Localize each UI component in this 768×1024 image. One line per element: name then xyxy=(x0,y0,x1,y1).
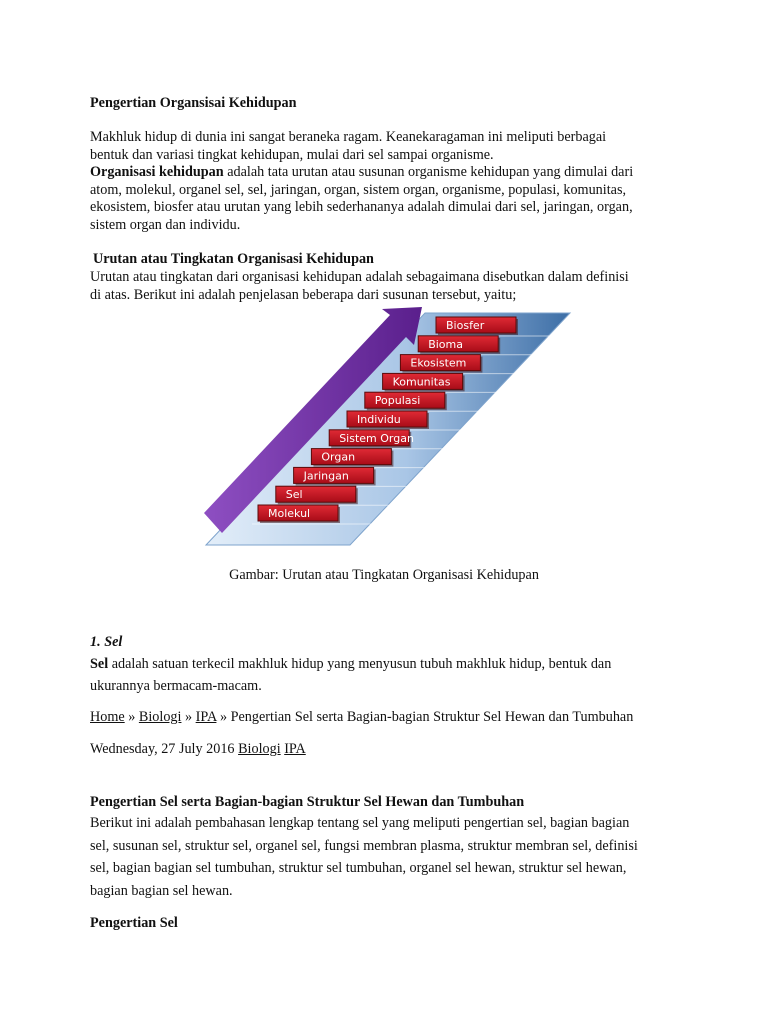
intro-line: bentuk dan variasi tingkat kehidupan, mulai dari sel sampai organisme. xyxy=(90,146,494,163)
section-heading-sel: 1. Sel xyxy=(90,634,123,650)
sel-line: ukurannya bermacam-macam. xyxy=(90,678,262,694)
category-ipa-link[interactable]: IPA xyxy=(284,741,306,757)
sel-text: adalah satuan terkecil makhluk hidup yang menyusun tubuh makhluk hidup, bentuk dan xyxy=(108,656,612,672)
level-label: Bioma xyxy=(428,337,463,351)
level-label: Sel xyxy=(285,488,303,502)
intro-line: Makhluk hidup di dunia ini sangat beraneka ragam. Keanekaragaman ini meliputi berbagai xyxy=(90,129,607,145)
article-line: Berikut ini adalah pembahasan lengkap tentang sel yang meliputi pengertian sel, bagian bagian xyxy=(90,815,630,831)
level-label: Populasi xyxy=(374,394,421,408)
level-label: Jaringan xyxy=(303,469,349,483)
intro-line: sistem organ dan individu. xyxy=(90,216,241,233)
article-line: sel, bagian bagian sel tumbuhan, struktur sel tumbuhan, organel sel hewan, struktur sel hewan, xyxy=(90,860,627,876)
organization-levels-diagram xyxy=(200,305,580,553)
level-label: Sistem Organ xyxy=(339,431,414,445)
urutan-paragraph xyxy=(90,269,680,304)
level-label: Molekul xyxy=(268,507,311,520)
breadcrumb-separator: » xyxy=(181,709,196,725)
breadcrumb xyxy=(90,709,690,727)
breadcrumb-home-link[interactable]: Home xyxy=(90,709,125,725)
level-label: Komunitas xyxy=(392,375,451,389)
level-label: Individu xyxy=(357,413,401,426)
section-heading-urutan: Urutan atau Tingkatan Organisasi Kehidupan xyxy=(93,251,374,267)
breadcrumb-separator: » xyxy=(216,709,231,725)
breadcrumb-current: Pengertian Sel serta Bagian-bagian Struktur Sel Hewan dan Tumbuhan xyxy=(230,709,634,725)
breadcrumb-separator: » xyxy=(124,709,139,725)
staircase-figure xyxy=(200,305,580,553)
category-biologi-link[interactable]: Biologi xyxy=(238,741,281,757)
figure-caption: Gambar: Urutan atau Tingkatan Organisasi Kehidupan xyxy=(229,567,539,583)
sel-paragraph xyxy=(90,653,680,697)
definition-line xyxy=(90,164,680,182)
level-label: Organ xyxy=(321,450,356,464)
urutan-line: di atas. Berikut ini adalah penjelasan beberapa dari susunan tersebut, yaitu; xyxy=(90,286,517,303)
post-meta xyxy=(90,741,680,759)
sel-line xyxy=(90,653,680,675)
intro-line: ekosistem, biosfer atau urutan yang lebih sederhananya adalah dimulai dari sel, jaringan, organ, xyxy=(90,199,633,215)
definition-text: adalah tata urutan atau susunan organisme kehidupan yang dimulai dari xyxy=(223,164,634,180)
level-label: Ekosistem xyxy=(410,356,467,370)
article-heading: Pengertian Sel serta Bagian-bagian Struktur Sel Hewan dan Tumbuhan xyxy=(90,794,525,810)
page-title: Pengertian Organsisai Kehidupan xyxy=(90,95,297,111)
breadcrumb-biologi-link[interactable]: Biologi xyxy=(138,709,182,725)
breadcrumb-ipa-link[interactable]: IPA xyxy=(195,709,217,725)
article-line: bagian bagian sel hewan. xyxy=(90,882,233,899)
definition-term: Organisasi kehidupan xyxy=(90,164,224,180)
intro-line: atom, molekul, organel sel, sel, jaringan, organ, sistem organ, organisme, populasi, komunitas, xyxy=(90,181,627,198)
article-line: sel, susunan sel, struktur sel, organel sel, fungsi membran plasma, struktur membran sel, definisi xyxy=(90,837,638,854)
intro-paragraph xyxy=(90,129,680,234)
post-date: Wednesday, 27 July 2016 xyxy=(90,741,235,757)
article-paragraph xyxy=(90,812,680,902)
sel-term: Sel xyxy=(90,656,109,672)
urutan-line: Urutan atau tingkatan dari organisasi kehidupan adalah sebagaimana disebutkan dalam definisi xyxy=(90,269,629,285)
subheading-pengertian-sel: Pengertian Sel xyxy=(90,915,178,931)
level-label: Biosfer xyxy=(446,319,485,332)
